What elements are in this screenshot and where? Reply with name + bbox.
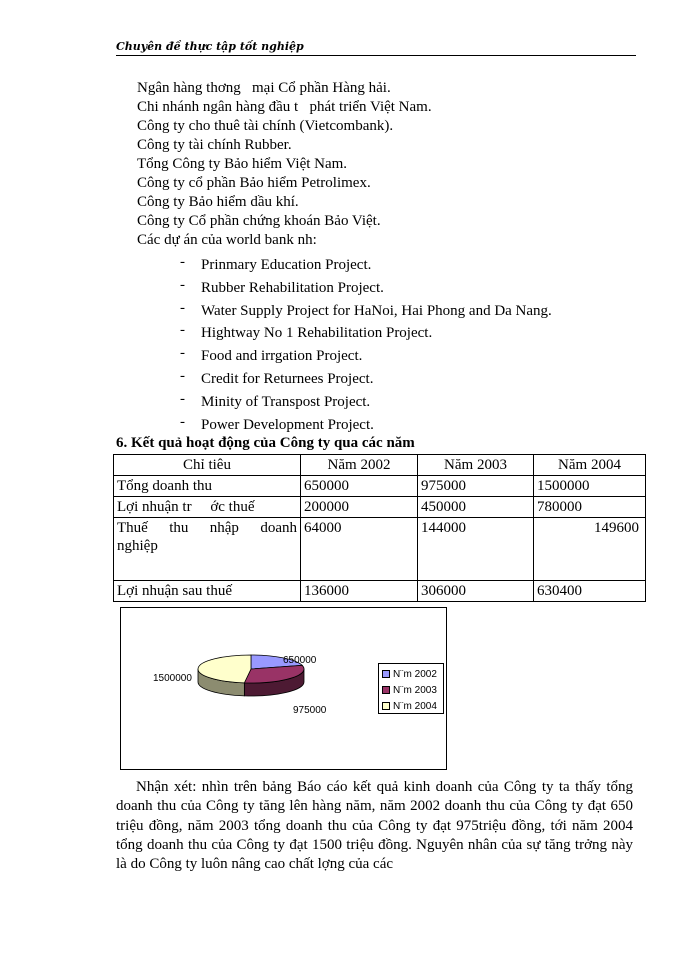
list-line: Ngân hàng thơng mại Cổ phần Hàng hải. [137, 80, 391, 96]
list-line: Tổng Công ty Bảo hiểm Việt Nam. [137, 156, 348, 172]
header-cell: Năm 2003 [418, 455, 534, 476]
project-item: Minity of Transpost Project. [201, 393, 371, 410]
cell: 450000 [418, 497, 534, 518]
cell: 149600 [534, 518, 646, 581]
cell: 975000 [418, 476, 534, 497]
project-item: Power Development Project. [201, 416, 374, 433]
header-cell: Năm 2002 [301, 455, 418, 476]
running-header: Chuyên đề thực tập tốt nghiệp [116, 40, 304, 53]
bullet-dash: - [180, 322, 185, 339]
header-cell: Năm 2004 [534, 455, 646, 476]
list-line: Công ty cổ phần Bảo hiểm Petrolimex. [137, 175, 371, 191]
bullet-dash: - [180, 368, 185, 384]
cell: 144000 [418, 518, 534, 581]
list-line: Chi nhánh ngân hàng đầu t phát triển Việt Nam. [137, 99, 432, 115]
results-table [113, 454, 646, 602]
legend-item [382, 666, 440, 682]
legend-swatch [382, 702, 390, 710]
bullet-dash: - [180, 299, 185, 316]
revenue-pie-chart [120, 607, 447, 770]
table-row [114, 497, 646, 518]
data-label-2002: 650000 [283, 655, 317, 666]
legend-item [382, 682, 440, 698]
project-item: Credit for Returnees Project. [201, 371, 374, 387]
project-item: Water Supply Project for HaNoi, Hai Phong and Da Nang. [201, 302, 552, 319]
cell: 136000 [301, 581, 418, 602]
cell: 306000 [418, 581, 534, 602]
cell: 200000 [301, 497, 418, 518]
data-label-2003: 975000 [293, 705, 327, 716]
bullet-dash: - [180, 254, 185, 270]
cell: 650000 [301, 476, 418, 497]
chart-legend [378, 663, 444, 714]
project-item: Rubber Rehabilitation Project. [201, 279, 384, 296]
legend-item [382, 698, 440, 714]
cell: 630400 [534, 581, 646, 602]
project-item: Food and irrgation Project. [201, 348, 363, 365]
data-label-2004: 1500000 [153, 673, 192, 684]
legend-label: N¨m 2004 [393, 700, 437, 712]
list-line: Các dự án của world bank nh: [137, 232, 317, 248]
project-item: Prinmary Education Project. [201, 257, 372, 273]
cell: 780000 [534, 497, 646, 518]
row-label: Lợi nhuận sau thuế [114, 581, 301, 602]
table-row [114, 581, 646, 602]
list-line: Công ty Cổ phần chứng khoán Bảo Việt. [137, 213, 381, 229]
bullet-dash: - [180, 390, 185, 407]
list-line: Công ty Bảo hiểm dầu khí. [137, 194, 299, 210]
bullet-dash: - [180, 276, 185, 293]
header-cell: Chỉ tiêu [114, 455, 301, 476]
table-row [114, 518, 646, 581]
commentary-paragraph: Nhận xét: nhìn trên bảng Báo cáo kết quả kinh doanh của Công ty ta thấy tổng doanh thu của Công ty tăng lên hàng năm, năm 2002 doanh thu của Công ty đạt 650 triệu đồng, năm 2003 tổng doanh thu của Công ty đạt 975triệu đồng, tới năm 2004 tổng doanh thu của Công ty đạt 1500 triệu đồng. Nguyên nhân của sự tăng trởng này là do Công ty luôn nâng cao chất lợng của các [116, 779, 633, 873]
list-line: Công ty tài chính Rubber. [137, 137, 292, 153]
bullet-dash: - [180, 345, 185, 362]
section-heading: 6. Kết quả hoạt động của Công ty qua các năm [116, 435, 415, 451]
project-item: Hightway No 1 Rehabilitation Project. [201, 325, 433, 342]
header-rule [116, 55, 636, 56]
table-row [114, 476, 646, 497]
cell: 1500000 [534, 476, 646, 497]
legend-label: N¨m 2002 [393, 668, 437, 680]
legend-swatch [382, 670, 390, 678]
row-label: Lợi nhuận tr ớc thuế [114, 497, 301, 518]
table-header-row [114, 455, 646, 476]
row-label: Thuế thu nhập doanh nghiệp [114, 518, 301, 581]
legend-label: N¨m 2003 [393, 684, 437, 696]
legend-swatch [382, 686, 390, 694]
cell: 64000 [301, 518, 418, 581]
bullet-dash: - [180, 413, 185, 430]
row-label: Tổng doanh thu [114, 476, 301, 497]
list-line: Công ty cho thuê tài chính (Vietcombank). [137, 118, 394, 134]
